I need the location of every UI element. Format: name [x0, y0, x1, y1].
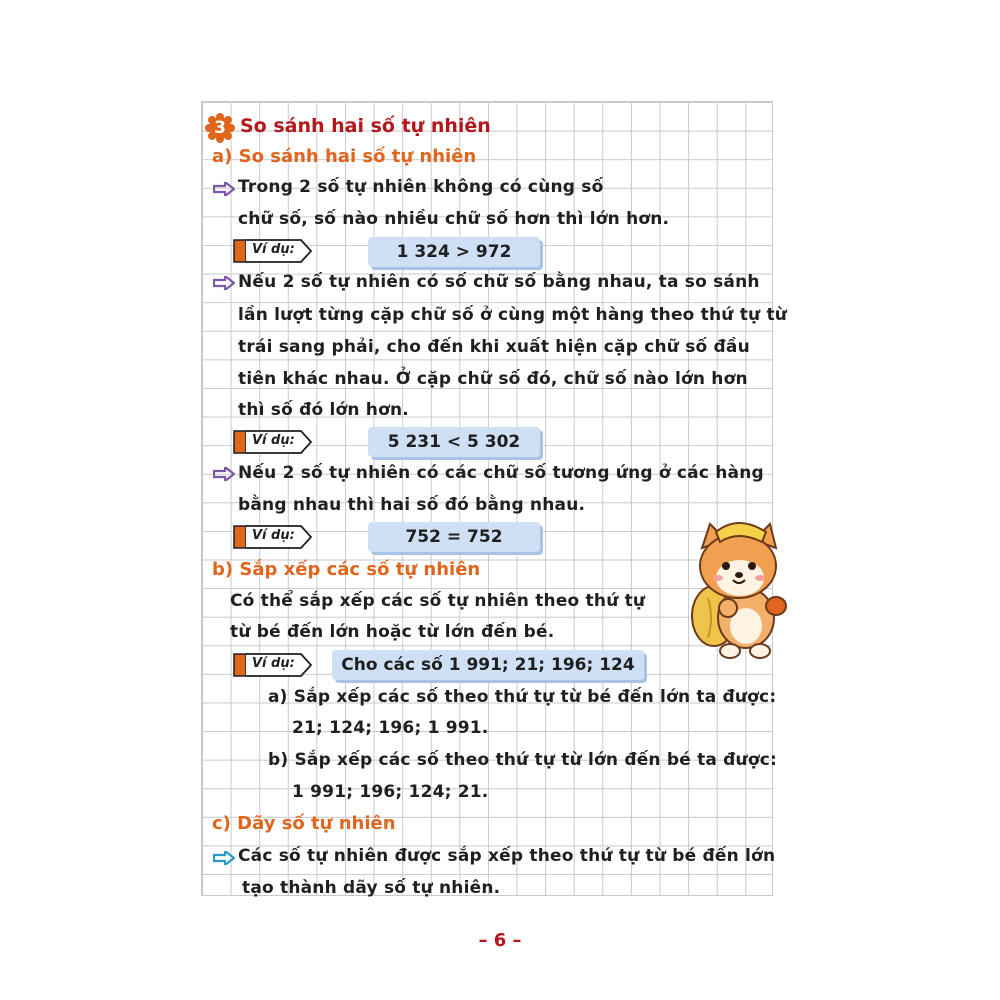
arrow-right-icon [213, 851, 235, 865]
rule1-line1: Trong 2 số tự nhiên không có cùng số [238, 177, 604, 197]
heading-part-b: b) Sắp xếp các số tự nhiên [212, 559, 481, 580]
example-box-3: 752 = 752 [368, 522, 540, 552]
example-label: Ví dụ: [252, 656, 295, 671]
rule3-line1: Nếu 2 số tự nhiên có các chữ số tương ứng ở các hàng [238, 463, 764, 483]
rule2-line4: tiên khác nhau. Ở cặp chữ số đó, chữ số nào lớn hơn [238, 369, 748, 389]
answer-a-line1: a) Sắp xếp các số theo thứ tự từ bé đến lớn ta được: [268, 687, 777, 707]
rule3-line2: bằng nhau thì hai số đó bằng nhau. [238, 495, 586, 515]
heading-part-c: c) Dãy số tự nhiên [212, 813, 396, 834]
answer-a-line2: 21; 124; 196; 1 991. [292, 718, 489, 738]
rule2-line3: trái sang phải, cho đến khi xuất hiện cặp chữ số đầu [238, 337, 750, 357]
part-b-text-line1: Có thể sắp xếp các số tự nhiên theo thứ tự [230, 591, 646, 611]
example-label: Ví dụ: [252, 242, 295, 257]
arrow-right-icon [213, 276, 235, 290]
arrow-right-icon [213, 182, 235, 196]
rule2-line2: lần lượt từng cặp chữ số ở cùng một hàng theo thứ tự từ [238, 305, 788, 325]
part-c-text-line1: Các số tự nhiên được sắp xếp theo thứ tự từ bé đến lớn [238, 846, 776, 866]
answer-b-line1: b) Sắp xếp các số theo thứ tự từ lớn đến bé ta được: [268, 750, 778, 770]
part-c-text-line2: tạo thành dãy số tự nhiên. [242, 878, 501, 898]
page-number: – 6 – [478, 930, 522, 951]
arrow-right-icon [213, 467, 235, 481]
shiba-mascot-illustration [688, 518, 792, 663]
rule2-line1: Nếu 2 số tự nhiên có số chữ số bằng nhau, ta so sánh [238, 272, 760, 292]
example-box-2: 5 231 < 5 302 [368, 427, 540, 457]
rule1-line2: chữ số, số nào nhiều chữ số hơn thì lớn hơn. [238, 209, 670, 229]
heading-part-a: a) So sánh hai số tự nhiên [212, 146, 477, 167]
example-box-4: Cho các số 1 991; 21; 196; 124 [332, 650, 644, 680]
example-box-1: 1 324 > 972 [368, 237, 540, 267]
example-label: Ví dụ: [252, 528, 295, 543]
rule2-line5: thì số đó lớn hơn. [238, 400, 409, 420]
section-number: 3 [214, 118, 226, 138]
example-label: Ví dụ: [252, 433, 295, 448]
part-b-text-line2: từ bé đến lớn hoặc từ lớn đến bé. [230, 622, 555, 642]
section-title: So sánh hai số tự nhiên [240, 115, 491, 137]
answer-b-line2: 1 991; 196; 124; 21. [292, 782, 489, 802]
